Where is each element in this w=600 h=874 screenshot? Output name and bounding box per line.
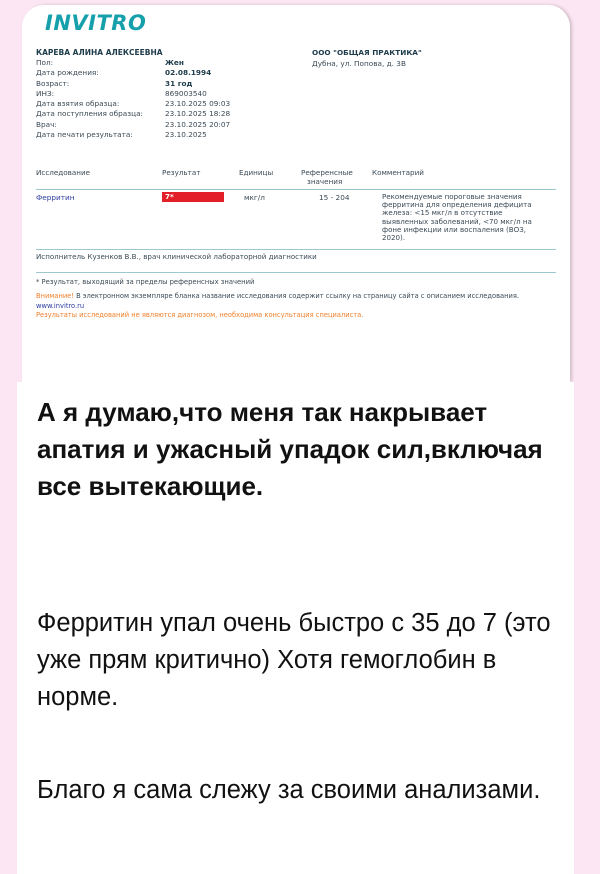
info-row-inz	[36, 89, 296, 99]
header-units: Единицы	[239, 168, 274, 177]
info-value: 02.08.1994	[165, 68, 212, 78]
info-label: ИНЗ:	[36, 88, 55, 98]
header-result: Результат	[162, 168, 201, 177]
info-value: 31 год	[165, 78, 193, 88]
header-reference: Референсные	[301, 168, 353, 177]
result-value-out-of-range: 7*	[162, 192, 224, 202]
info-row-doctor	[36, 120, 296, 130]
info-label: Дата рождения:	[36, 68, 99, 78]
info-row-age	[36, 79, 296, 89]
info-value: 23.10.2025	[165, 130, 207, 140]
result-comment: Рекомендуемые пороговые значения ферритина для определения дефицита железа: <15 мкг/л в отсутствие выявленных заболеваний, <70 мкг/л на фоне инфекции или воспаления (ВОЗ, 2020).	[382, 192, 532, 243]
notice-warning: Внимание!	[36, 292, 74, 300]
info-value: 23.10.2025 20:07	[165, 119, 231, 129]
patient-name: КАРЕВА АЛИНА АЛЕКСЕЕВНА	[36, 48, 163, 57]
performer: Исполнитель Кузенков В.В., врач клинической лабораторной диагностики	[36, 252, 317, 261]
disclaimer: Результаты исследований не являются диагнозом, необходима консультация специалиста.	[36, 311, 364, 319]
info-label: Дата поступления образца:	[36, 109, 144, 119]
notice	[36, 291, 566, 311]
divider	[36, 249, 556, 250]
post-text	[17, 382, 574, 874]
notice-text: В электронном экземпляре бланка название исследования содержит ссылку на страницу сайта с описанием исследования.	[73, 292, 519, 300]
post-paragraph-2: Благо я сама слежу за своими анализами.	[37, 776, 541, 804]
reference-range: 15 - 204	[319, 193, 350, 202]
info-label: Дата взятия образца:	[36, 99, 120, 109]
info-label: Дата печати результата:	[36, 130, 133, 140]
patient-info	[36, 58, 296, 140]
info-row-birthdate	[36, 68, 296, 78]
clinic-name: ООО "ОБЩАЯ ПРАКТИКА"	[312, 48, 422, 57]
info-row-sample-received	[36, 109, 296, 119]
header-reference-2: значения	[307, 177, 343, 186]
info-row-sex	[36, 58, 296, 68]
header-test: Исследование	[36, 168, 91, 177]
post-paragraph-1: Ферритин упал очень быстро с 35 до 7 (это уже прям критично) Хотя гемоглобин в норме.	[37, 609, 551, 711]
invitro-link[interactable]: www.invitro.ru	[36, 302, 85, 310]
info-value: Жен	[165, 58, 184, 67]
clinic-info	[312, 48, 422, 68]
clinic-address: Дубна, ул. Попова, д. 3В	[312, 59, 406, 68]
footnote: * Результат, выходящий за пределы референсных значений	[36, 278, 255, 286]
info-label: Врач:	[36, 119, 57, 129]
test-name-ferritin[interactable]: Ферритин	[36, 193, 75, 202]
post-heading: А я думаю,что меня так накрывает апатия и ужасный упадок сил,включая все вытекающие.	[37, 397, 543, 501]
info-value: 23.10.2025 18:28	[165, 109, 231, 119]
invitro-logo: INVITRO	[45, 11, 147, 35]
info-row-print-date	[36, 130, 296, 140]
info-row-sample-taken	[36, 99, 296, 109]
info-label: Пол:	[36, 58, 54, 67]
divider	[36, 272, 556, 273]
divider	[36, 189, 556, 190]
result-units: мкг/л	[244, 193, 265, 202]
info-value: 23.10.2025 09:03	[165, 99, 231, 109]
info-label: Возраст:	[36, 78, 70, 88]
header-comment: Комментарий	[372, 168, 424, 177]
info-value: 869003540	[165, 88, 207, 98]
lab-report-image	[22, 5, 570, 382]
